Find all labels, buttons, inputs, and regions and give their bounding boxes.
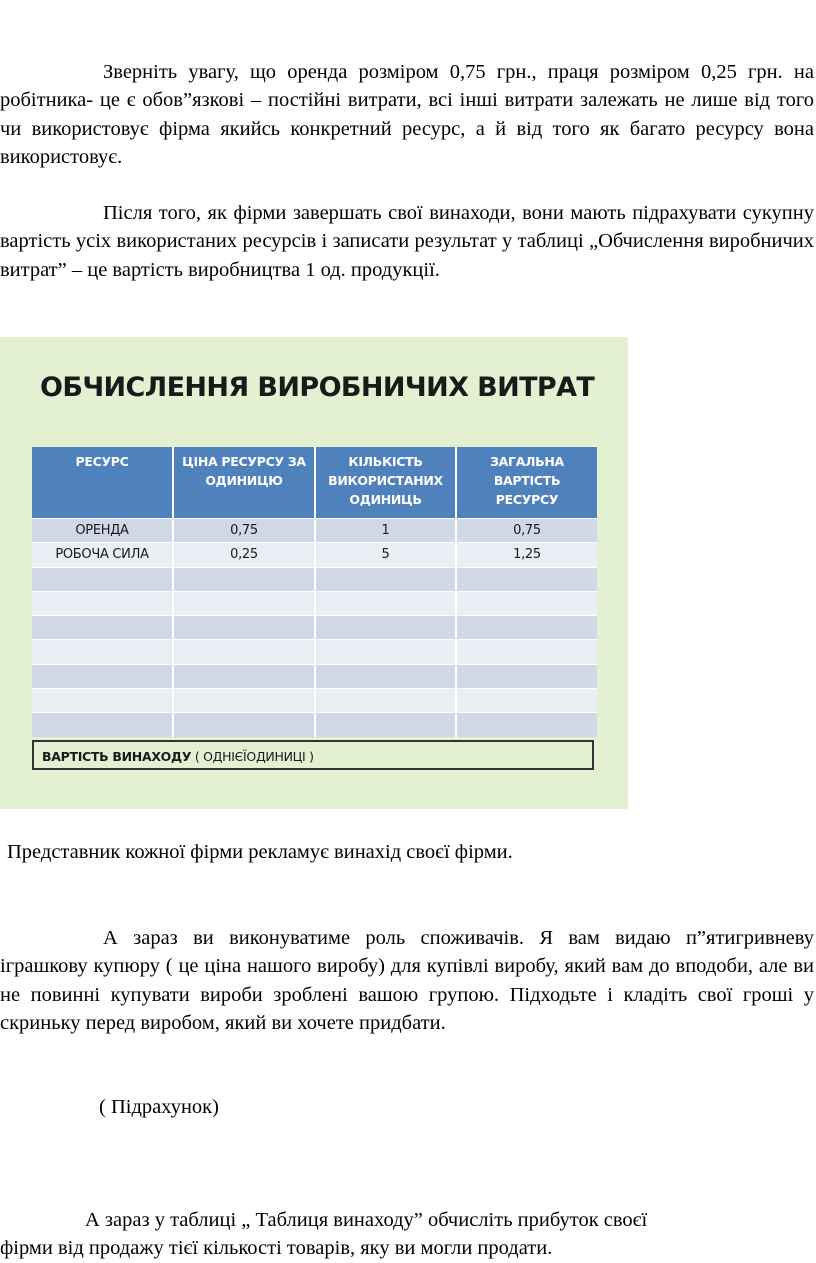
empty-table-cell: [173, 689, 315, 713]
table-cell: 0,75: [456, 519, 597, 543]
empty-table-cell: [32, 616, 173, 640]
table-cell: 0,75: [173, 519, 315, 543]
empty-table-cell: [315, 664, 456, 688]
slide-title: ОБЧИСЛЕННЯ ВИРОБНИЧИХ ВИТРАТ: [40, 372, 595, 403]
empty-table-cell: [32, 713, 173, 737]
empty-table-cell: [32, 591, 173, 615]
empty-table-cell: [456, 713, 597, 737]
empty-table-cell: [173, 591, 315, 615]
paragraph-advertise: Представник кожної фірми рекламує винахід своєї фірми.: [7, 841, 513, 863]
empty-table-row: [32, 689, 597, 713]
empty-table-cell: [32, 640, 173, 664]
empty-table-cell: [173, 640, 315, 664]
table-cell: РОБОЧА СИЛА: [32, 543, 173, 567]
column-header-unit-price: ЦІНА РЕСУРСУ ЗА ОДИНИЦЮ: [173, 447, 315, 519]
empty-table-row: [32, 591, 597, 615]
empty-table-cell: [456, 591, 597, 615]
empty-table-cell: [173, 713, 315, 737]
empty-table-cell: [456, 640, 597, 664]
empty-table-cell: [456, 567, 597, 591]
empty-table-cell: [173, 567, 315, 591]
footer-note: ( ОДНІЄЇОДИНИЦІ ): [191, 749, 314, 764]
empty-table-row: [32, 713, 597, 737]
empty-table-cell: [456, 616, 597, 640]
empty-table-cell: [315, 713, 456, 737]
table-cell: 5: [315, 543, 456, 567]
empty-table-row: [32, 640, 597, 664]
empty-table-cell: [315, 640, 456, 664]
empty-table-cell: [32, 664, 173, 688]
empty-table-cell: [456, 664, 597, 688]
table-header-row: [32, 447, 597, 519]
table-cell: 1: [315, 519, 456, 543]
footer-label: ВАРТІСТЬ ВИНАХОДУ: [42, 749, 192, 764]
table-cell: 1,25: [456, 543, 597, 567]
table-row: [32, 519, 597, 543]
invention-cost-footer: [32, 740, 594, 770]
paragraph-consumers: А зараз ви виконуватиме роль споживачів. Я вам видаю п”ятигривневу іграшкову купюру ( це ціна нашого виробу) для купівлі виробу, який вам до вподоби, але ви не повинні купувати вироби зроблені вашою групою. Підходьте і кладіть свої гроші у скриньку перед виробом, який ви хочете придбати.: [0, 927, 814, 1034]
paragraph-calculate-costs: Після того, як фірми завершать свої винаходи, вони мають підрахувати сукупну вартість усіх використаних ресурсів і записати результат у таблиці „Обчислення виробничих витрат” – це вартість виробництва 1 од. продукції.: [0, 202, 814, 281]
empty-table-cell: [315, 689, 456, 713]
empty-table-cell: [315, 591, 456, 615]
paragraph-profit-line-2: фірми від продажу тієї кількості товарів, яку ви могли продати.: [0, 1237, 553, 1260]
empty-table-cell: [315, 567, 456, 591]
empty-table-row: [32, 664, 597, 688]
paragraph-profit: [0, 1206, 814, 1263]
paragraph-profit-line-1: А зараз у таблиці „ Таблиця винаходу” обчисліть прибуток своєї: [85, 1209, 648, 1231]
empty-table-cell: [456, 689, 597, 713]
paragraph-counting: ( Підрахунок): [99, 1096, 219, 1118]
empty-table-cell: [173, 664, 315, 688]
column-header-resource: РЕСУРС: [32, 447, 173, 519]
table-cell: 0,25: [173, 543, 315, 567]
paragraph-fixed-costs: Зверніть увагу, що оренда розміром 0,75 грн., праця розміром 0,25 грн. на робітника- це є обов”язкові – постійні витрати, всі інші витрати залежать не лише від того чи використовує фірма якийсь конкретний ресурс, а й від того як багато ресурсу вона використовує.: [0, 61, 814, 168]
production-costs-table: [32, 447, 597, 737]
empty-table-cell: [173, 616, 315, 640]
column-header-quantity: КІЛЬКІСТЬ ВИКОРИСТАНИХ ОДИНИЦЬ: [315, 447, 456, 519]
column-header-total: ЗАГАЛЬНА ВАРТІСТЬ РЕСУРСУ: [456, 447, 597, 519]
empty-table-row: [32, 616, 597, 640]
table-row: [32, 543, 597, 567]
empty-table-cell: [32, 567, 173, 591]
table-cell: ОРЕНДА: [32, 519, 173, 543]
empty-table-row: [32, 567, 597, 591]
empty-table-cell: [315, 616, 456, 640]
empty-table-cell: [32, 689, 173, 713]
